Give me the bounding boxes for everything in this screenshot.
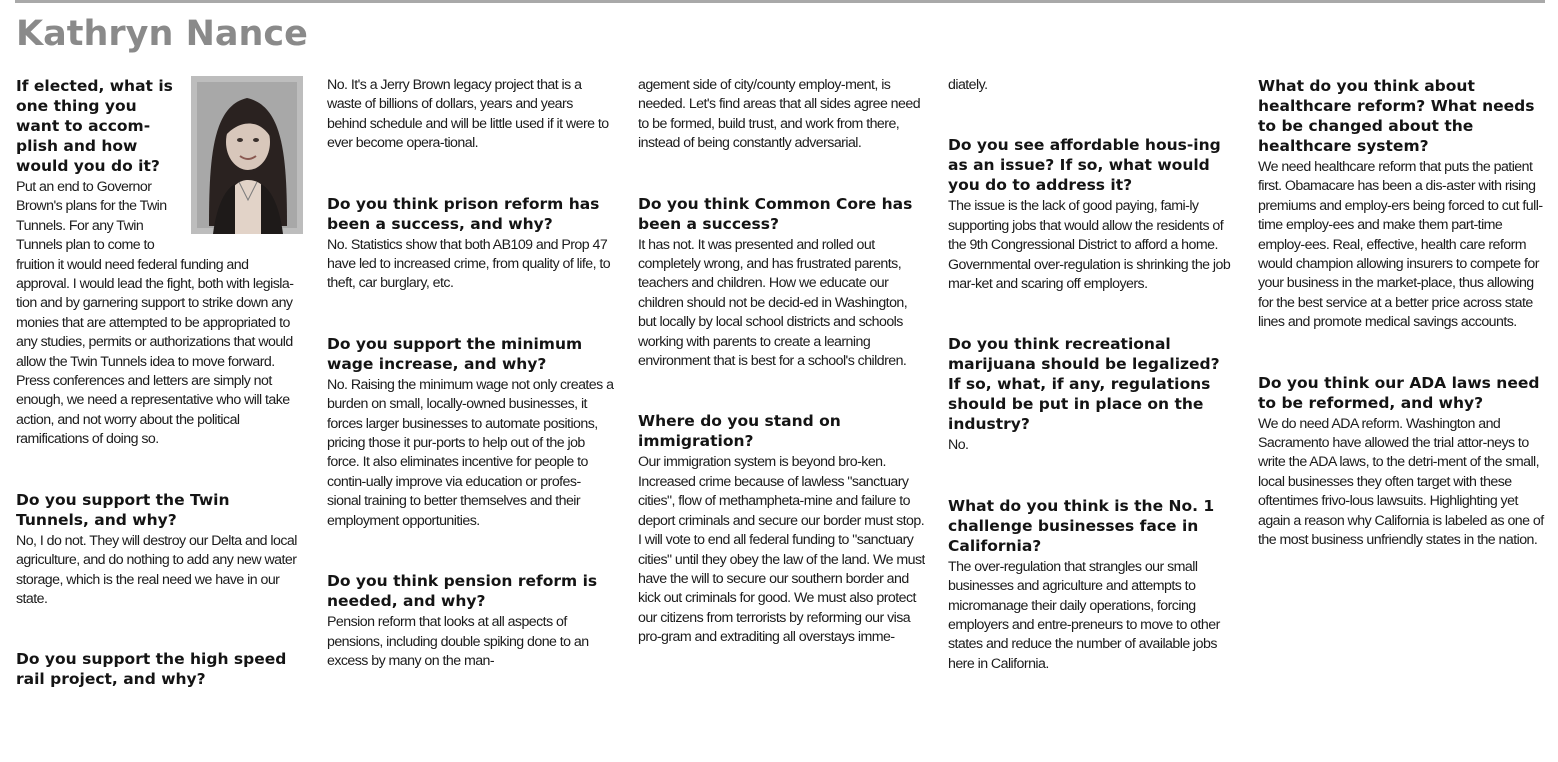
question-heading: Do you think pension reform is needed, and why? xyxy=(327,572,598,611)
qa-block xyxy=(327,76,614,154)
answer-text: Put an end to Governor Brown's plans for the Twin Tunnels. For any Twin Tunnels plan to come to fruition it would need federal funding and approval. I would lead the fight, both with legisla-tion and by garnering support to strike down any monies that are attempted to be appropriated to any studies, permits or authorizations that would allow the Twin Tunnels idea to move forward. Press conferences and letters are simply not enough, we need a representative who will take action, and not worry about the political ramifications of doing so. xyxy=(16,179,294,448)
portrait-image xyxy=(191,76,303,234)
top-rule xyxy=(15,0,1545,3)
column-4 xyxy=(948,76,1235,756)
answer-text: Pension reform that looks at all aspects of pensions, including double spiking done to an excess by many on the man- xyxy=(327,614,589,669)
answer-text: No, I do not. They will destroy our Delta and local agriculture, and do nothing to add any new water storage, which is the real need we have in our state. xyxy=(16,532,297,607)
qa-block xyxy=(638,194,925,372)
question-heading: Do you support the high speed rail project, and why? xyxy=(16,650,287,689)
answer-text: The issue is the lack of good paying, fami-ly supporting jobs that would allow the residents of the 9th Congressional District to afford a home. Governmental over-regulation is shrinking the job mar-ket and scaring off employers. xyxy=(948,198,1231,293)
qa-block xyxy=(16,649,303,689)
question-heading: Do you see affordable hous-ing as an issue? If so, what would you do to address it? xyxy=(948,136,1221,195)
qa-block xyxy=(327,194,614,294)
column-1 xyxy=(16,76,303,756)
qa-block xyxy=(638,411,925,647)
question-heading: Do you think our ADA laws need to be reformed, and why? xyxy=(1258,373,1540,412)
question-heading: What do you think is the No. 1 challenge businesses face in California? xyxy=(948,496,1215,555)
qa-block xyxy=(327,571,614,671)
question-heading: If elected, what is one thing you want to accom-plish and how would you do it? xyxy=(16,77,173,175)
qa-block xyxy=(327,334,614,531)
answer-text: We do need ADA reform. Washington and Sacramento have allowed the trial attor-neys to write the ADA laws, to the detri-ment of the small, local businesses they often target with these oftentimes frivo-lous lawsuits. Highlighting yet again a reason why California is labeled as one of the most business unfriendly states in the nation. xyxy=(1258,415,1544,549)
answer-text: No. Raising the minimum wage not only creates a burden on small, locally-owned businesses, it forces larger businesses to automate positions, pricing those it pur-ports to help out of the job force. It also eliminates incentive for people to contin-ually improve via education or profes-sional training to better themselves and their employment opportunities. xyxy=(327,376,614,529)
qa-block xyxy=(1258,76,1545,333)
qa-block xyxy=(16,490,303,610)
qa-block xyxy=(638,76,925,154)
answer-text: The over-regulation that strangles our small businesses and agriculture and attempts to micromanage their daily operations, forcing employers and entre-preneurs to move to other states and reduce the number of available jobs here in California. xyxy=(948,558,1220,672)
answer-text: agement side of city/county employ-ment, is needed. Let's find areas that all sides agree need to be formed, build trust, and work from there, instead of being constantly adversarial. xyxy=(638,77,921,152)
answer-text: No. It's a Jerry Brown legacy project that is a waste of billions of dollars, years and years behind schedule and will be little used if it were to ever become opera-tional. xyxy=(327,77,609,152)
question-heading: What do you think about healthcare reform? What needs to be changed about the healthcare system? xyxy=(1258,77,1535,155)
column-3 xyxy=(638,76,925,756)
answer-text: Our immigration system is beyond bro-ken. Increased crime because of lawless "sanctuary cities", flow of methampheta-mine and failure to deport criminals and secure our border must stop. I will vote to end all federal funding to "sanctuary cities" until they obey the law of the land. We must have the will to secure our southern border and kick out criminals for good. We must also protect our citizens from terrorists by reforming our visa pro-gram and extraditing all overstays imme- xyxy=(638,454,925,646)
answer-text: We need healthcare reform that puts the patient first. Obamacare has been a dis-aster with rising premiums and employ-ers being forced to cut full-time employ-ees and make them part-time employ-ees. Real, effective, health care reform would champion allowing insurers to compete for your business in the market-place, thus allowing for the best service at a better price across state lines and promote medical savings accounts. xyxy=(1258,159,1543,331)
qa-block xyxy=(948,334,1235,455)
column-5 xyxy=(1258,76,1545,756)
question-heading: Do you think prison reform has been a success, and why? xyxy=(327,194,600,233)
answer-text: No. xyxy=(948,437,969,454)
candidate-photo xyxy=(191,76,303,234)
question-heading: Do you think Common Core has been a success? xyxy=(638,194,913,233)
qa-block xyxy=(948,496,1235,674)
qa-block xyxy=(948,76,1235,95)
question-heading: Where do you stand on immigration? xyxy=(638,412,841,451)
question-heading: Do you support the Twin Tunnels, and why? xyxy=(16,490,230,529)
answer-text: No. Statistics show that both AB109 and Prop 47 have led to increased crime, from quality of life, to theft, car burglary, etc. xyxy=(327,236,611,292)
candidate-name: Kathryn Nance xyxy=(16,14,308,54)
qa-block xyxy=(948,135,1235,294)
answer-text: It has not. It was presented and rolled out completely wrong, and has frustrated parents, teachers and children. How we educate our children should not be decid-ed in Washington, but locally by local school districts and schools working with parents to create a learning environment that is best for a school's children. xyxy=(638,236,908,370)
qa-block xyxy=(1258,373,1545,551)
answer-text: diately. xyxy=(948,77,988,93)
question-heading: Do you support the minimum wage increase, and why? xyxy=(327,334,583,373)
question-heading: Do you think recreational marijuana should be legalized? If so, what, if any, regulations should be put in place on the industry? xyxy=(948,335,1220,434)
column-2 xyxy=(327,76,614,756)
